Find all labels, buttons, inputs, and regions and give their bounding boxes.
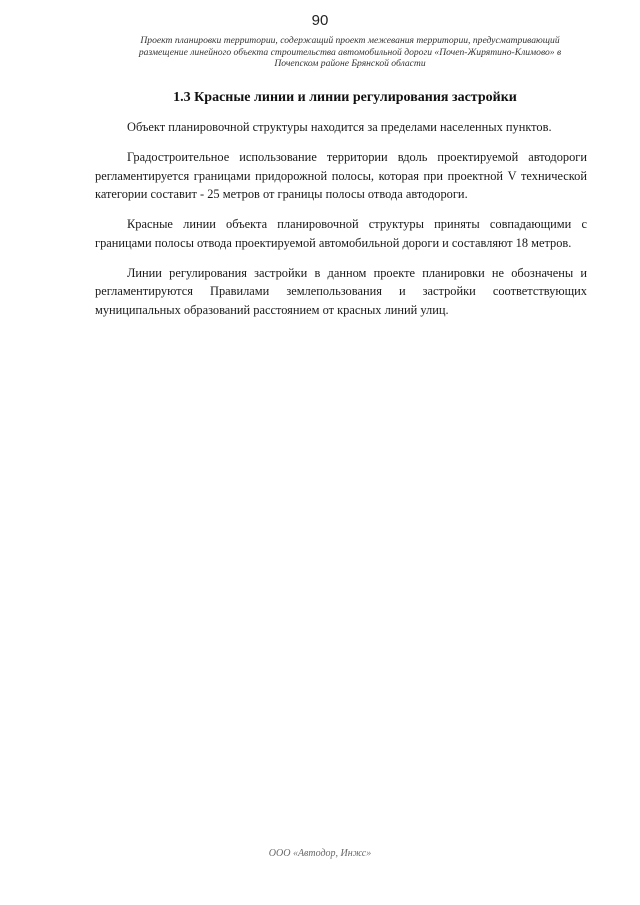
running-header-line-3: Почепском районе Брянской области <box>274 58 426 69</box>
paragraph-location: Объект планировочной структуры находится за пределами населенных пунктов. <box>127 120 552 134</box>
running-header <box>100 35 600 70</box>
running-header-line-1: Проект планировки территории, содержащий проект межевания территории, предусматривающий <box>140 35 560 46</box>
paragraph-red-lines: Красные линии объекта планировочной структуры приняты совпадающими с границами полосы отвода проектируемой автомобильной дороги и составляют 18 метров. <box>95 217 587 250</box>
paragraph-roadside-zone: Градостроительное использование территории вдоль проектируемой автодороги регламентируется границами придорожной полосы, которая при проектной V технической категории составит - 25 метров от границы полосы отвода автодороги. <box>95 150 587 201</box>
running-header-line-2: размещение линейного объекта строительства автомобильной дороги «Почеп-Жирятино-Климово» в <box>138 46 562 58</box>
page-number: 90 <box>311 12 329 29</box>
section-title: 1.3 Красные линии и линии регулирования застройки <box>173 90 517 105</box>
page-footer: ООО «Автодор, Инжс» <box>268 848 372 859</box>
paragraph-building-regulation: Линии регулирования застройки в данном проекте планировки не обозначены и регламентируются Правилами землепользования и застройки соответствующих муниципальных образований расстоянием от красных линий улиц. <box>95 265 587 317</box>
body-text <box>95 118 587 331</box>
